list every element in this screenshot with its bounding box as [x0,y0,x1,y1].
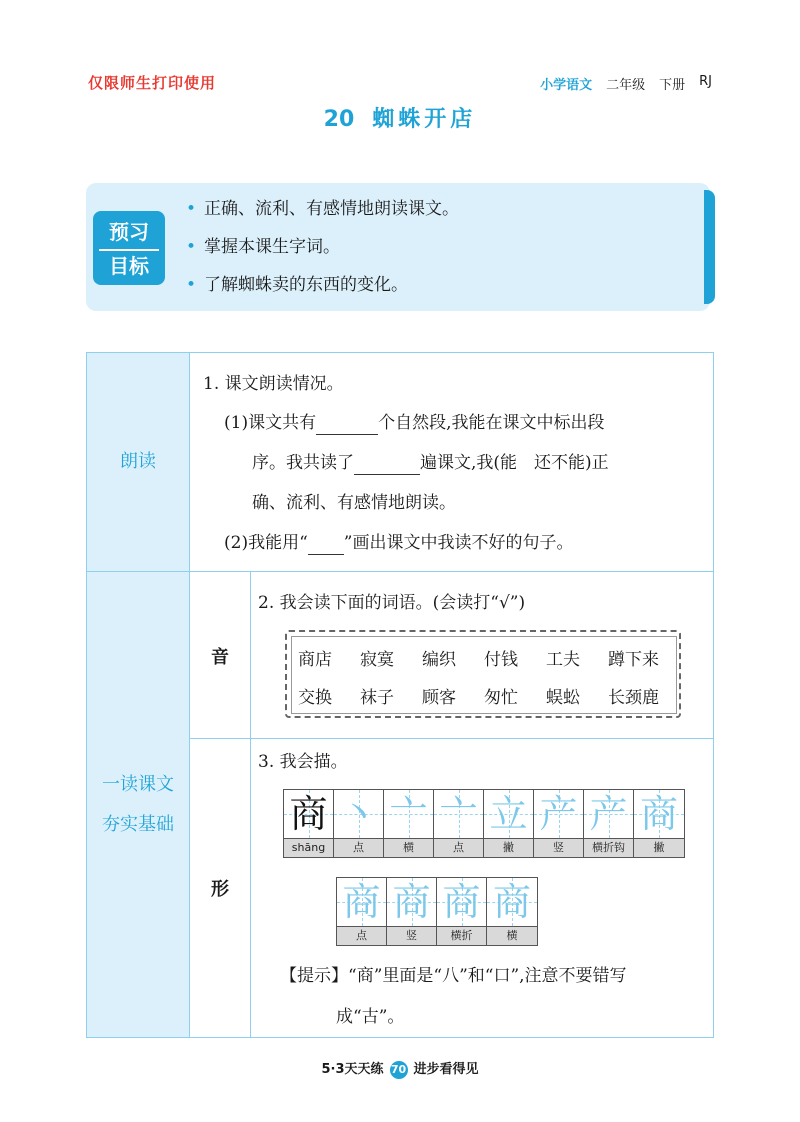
stroke-cell[interactable] [434,790,484,857]
text: (2)我能用“ [224,533,308,553]
word[interactable]: 袜子 [360,688,394,708]
badge-line-1: 预习 [109,220,149,244]
stroke-cell[interactable] [534,790,584,857]
goal-item [186,235,459,273]
text: ”画出课文中我读不好的句子。 [343,533,574,553]
word[interactable]: 顾客 [422,688,456,708]
word[interactable]: 编织 [422,650,456,670]
page-footer [0,1058,800,1079]
shape-label: 形 [211,879,229,900]
pinyin-label: shāng [284,839,333,857]
text: (1)课文共有 [224,413,317,433]
stroke-label: 撇 [484,839,533,857]
stroke-cell[interactable] [384,790,434,857]
goal-text: 了解蜘蛛卖的东西的变化。 [204,275,409,295]
stroke-label: 竖 [534,839,583,857]
grade-label: 二年级 [606,78,646,93]
stroke-cell[interactable] [634,790,684,857]
trace-char: 商 [492,880,531,924]
q1-part1-line2 [252,451,609,475]
answer-blank[interactable] [316,414,378,435]
q3-title: 3. 我会描。 [258,752,348,772]
sub-row-divider [189,738,714,739]
word-row-1 [298,645,659,670]
word[interactable]: 寂寞 [360,650,394,670]
stroke-label: 横 [384,839,433,857]
footer-brand: 5·3天天练 [321,1062,384,1077]
goal-item [186,273,459,311]
bullet-icon: • [186,275,197,295]
trace-char: 产 [589,792,628,836]
word-row-2 [298,683,659,708]
text: 遍课文,我(能 还不能)正 [420,453,609,473]
stroke-label: 点 [337,927,386,945]
text: 个自然段,我能在课文中标出段 [378,413,605,433]
row-divider [86,571,714,572]
preview-goal-list [186,197,459,311]
stroke-label: 点 [334,839,383,857]
page-title [0,102,800,133]
sound-label: 音 [211,647,229,668]
sub-column-divider [250,571,251,1038]
page-number: 70 [390,1061,408,1079]
preview-badge [93,211,165,285]
stroke-cell[interactable] [484,790,534,857]
goal-item [186,197,459,235]
trace-char: 商 [342,880,381,924]
bullet-icon: • [186,237,197,257]
subject-label: 小学语文 [540,78,593,93]
q1-part2 [224,531,573,555]
print-notice: 仅限师生打印使用 [88,74,217,92]
volume-label: 下册 [659,78,686,93]
trace-char: 亠 [389,792,428,836]
q1-title: 1. 课文朗读情况。 [203,374,344,394]
word[interactable]: 蜈蚣 [546,688,580,708]
trace-char: 商 [639,792,678,836]
q3-hint-line1: 【提示】“商”里面是“八”和“口”,注意不要错写 [280,966,627,986]
trace-char: 商 [442,880,481,924]
stroke-cell[interactable] [437,878,487,945]
stroke-label: 横折 [437,927,486,945]
stroke-cell[interactable] [387,878,437,945]
word[interactable]: 匆忙 [484,688,518,708]
stroke-cell[interactable] [584,790,634,857]
section-reading-label: 朗读 [120,451,156,472]
footer-slogan: 进步看得见 [413,1062,479,1077]
trace-char: 商 [392,880,431,924]
stroke-grid-2 [336,877,538,946]
trace-char: 产 [539,792,578,836]
book-info [540,74,712,93]
stroke-cell[interactable] [334,790,384,857]
trace-char: 立 [489,792,528,836]
section-basics-line2: 夯实基础 [102,814,174,835]
word[interactable]: 工夫 [546,650,580,670]
stroke-cell[interactable] [487,878,537,945]
stroke-label: 竖 [387,927,436,945]
lesson-title: 蜘蛛开店 [372,107,477,132]
word[interactable]: 付钱 [484,650,518,670]
stroke-label: 横折钩 [584,839,633,857]
model-char: 商 [289,792,328,836]
preview-box-edge [704,190,715,304]
goal-text: 正确、流利、有感情地朗读课文。 [204,199,460,219]
trace-char: 亠 [439,792,478,836]
word[interactable]: 交换 [298,688,332,708]
bullet-icon: • [186,199,197,219]
section-basics-line1: 一读课文 [102,774,174,795]
q1-part1-line3: 确、流利、有感情地朗读。 [252,493,456,513]
badge-line-2: 目标 [99,249,159,281]
stroke-cell[interactable] [337,878,387,945]
text: 序。我共读了 [252,453,354,473]
word[interactable]: 蹲下来 [608,650,659,670]
stroke-label: 撇 [634,839,684,857]
trace-char: 丶 [339,792,378,836]
answer-blank[interactable] [308,534,344,555]
q3-hint-line2: 成“古”。 [336,1007,405,1027]
edition-label: RJ [699,74,712,89]
char-cell [284,790,334,857]
q1-part1-line1 [224,411,605,435]
answer-blank[interactable] [354,454,420,475]
word[interactable]: 长颈鹿 [608,688,659,708]
lesson-number: 20 [323,107,355,132]
goal-text: 掌握本课生字词。 [204,237,341,257]
word[interactable]: 商店 [298,650,332,670]
stroke-label: 点 [434,839,483,857]
stroke-grid-1 [283,789,685,858]
q2-title: 2. 我会读下面的词语。(会读打“√”) [258,593,526,613]
stroke-label: 横 [487,927,537,945]
